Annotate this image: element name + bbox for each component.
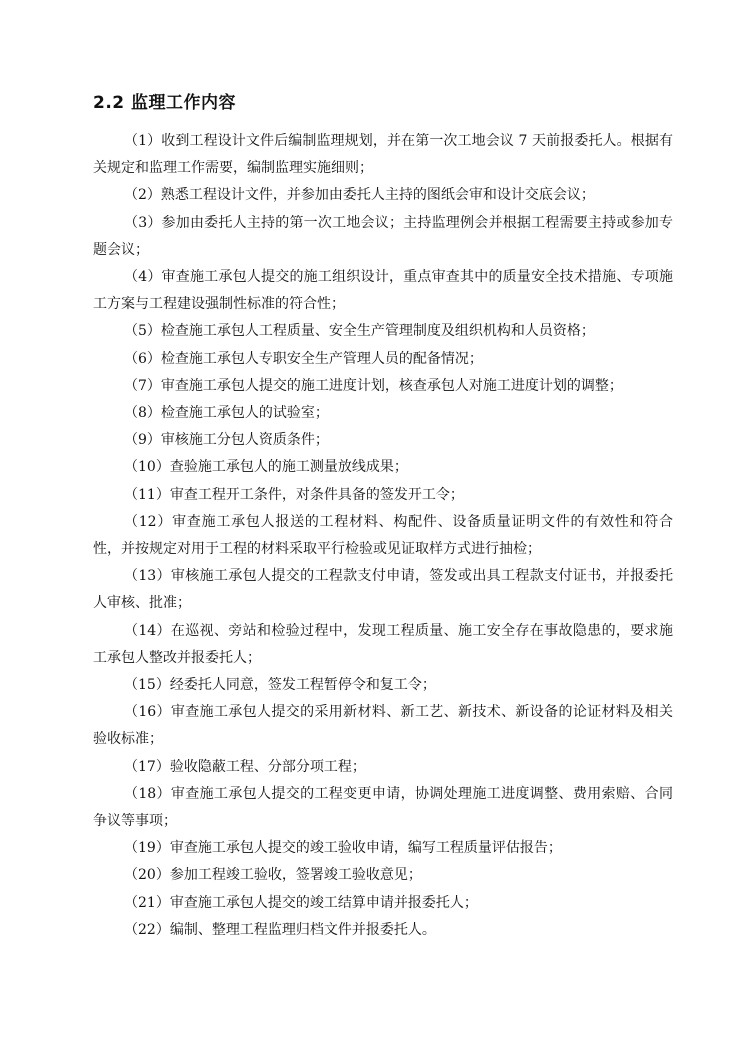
list-item: （22）编制、整理工程监理归档文件并报委托人。 <box>124 921 436 938</box>
list-item: （19）审查施工承包人提交的竣工验收申请，编写工程质量评估报告； <box>124 840 562 857</box>
list-item: （8）检查施工承包人的试验室； <box>124 405 329 422</box>
list-item: （18）审查施工承包人提交的工程变更申请，协调处理施工进度调整、费用索赔、合同争议等事项； <box>93 785 673 830</box>
list-item: （16）审查施工承包人提交的采用新材料、新工艺、新技术、新设备的论证材料及相关验收标准； <box>93 704 673 748</box>
list-item: （11）审查工程开工条件，对条件具备的签发开工令； <box>124 486 464 503</box>
list-item: （13）审核施工承包人提交的工程款支付申请，签发或出具工程款支付证书，并报委托人审核、批准； <box>93 568 673 612</box>
list-item: （10）查验施工承包人的施工测量放线成果； <box>124 459 408 476</box>
list-item: （4）审查施工承包人提交的施工组织设计，重点审查其中的质量安全技术措施、专项施工方案与工程建设强制性标准的符合性； <box>93 269 673 313</box>
list-item: （9）审核施工分包人资质条件； <box>124 432 329 449</box>
list-item: （1）收到工程设计文件后编制监理规划，并在第一次工地会议 7 天前报委托人。根据有关规定和监理工作需要，编制监理实施细则； <box>93 133 673 177</box>
list-item: （20）参加工程竣工验收，签署竣工验收意见； <box>124 867 422 884</box>
list-item: （17）验收隐蔽工程、分部分项工程； <box>124 758 366 775</box>
list-item: （6）检查施工承包人专职安全生产管理人员的配备情况； <box>124 350 483 367</box>
list-item: （15）经委托人同意，签发工程暂停令和复工令； <box>124 677 436 694</box>
list-item: （12）审查施工承包人报送的工程材料、构配件、设备质量证明文件的有效性和符合性，并按规定对用于工程的材料采取平行检验或见证取样方式进行抽检； <box>93 513 673 558</box>
list-item: （7）审查施工承包人提交的施工进度计划，核查承包人对施工进度计划的调整； <box>124 377 623 394</box>
list-item: （2）熟悉工程设计文件，并参加由委托人主持的图纸会审和设计交底会议； <box>124 187 595 204</box>
list-item: （14）在巡视、旁站和检验过程中，发现工程质量、施工安全存在事故隐患的，要求施工承包人整改并报委托人； <box>93 622 673 666</box>
list-item: （3）参加由委托人主持的第一次工地会议；主持监理例会并根据工程需要主持或参加专题会议； <box>93 214 673 258</box>
list-item: （21）审查施工承包人提交的竣工结算申请并报委托人； <box>124 894 478 911</box>
work-content-list <box>93 128 673 944</box>
section-title: 2.2 监理工作内容 <box>93 93 237 113</box>
list-item: （5）检查施工承包人工程质量、安全生产管理制度及组织机构和人员资格； <box>124 323 595 340</box>
